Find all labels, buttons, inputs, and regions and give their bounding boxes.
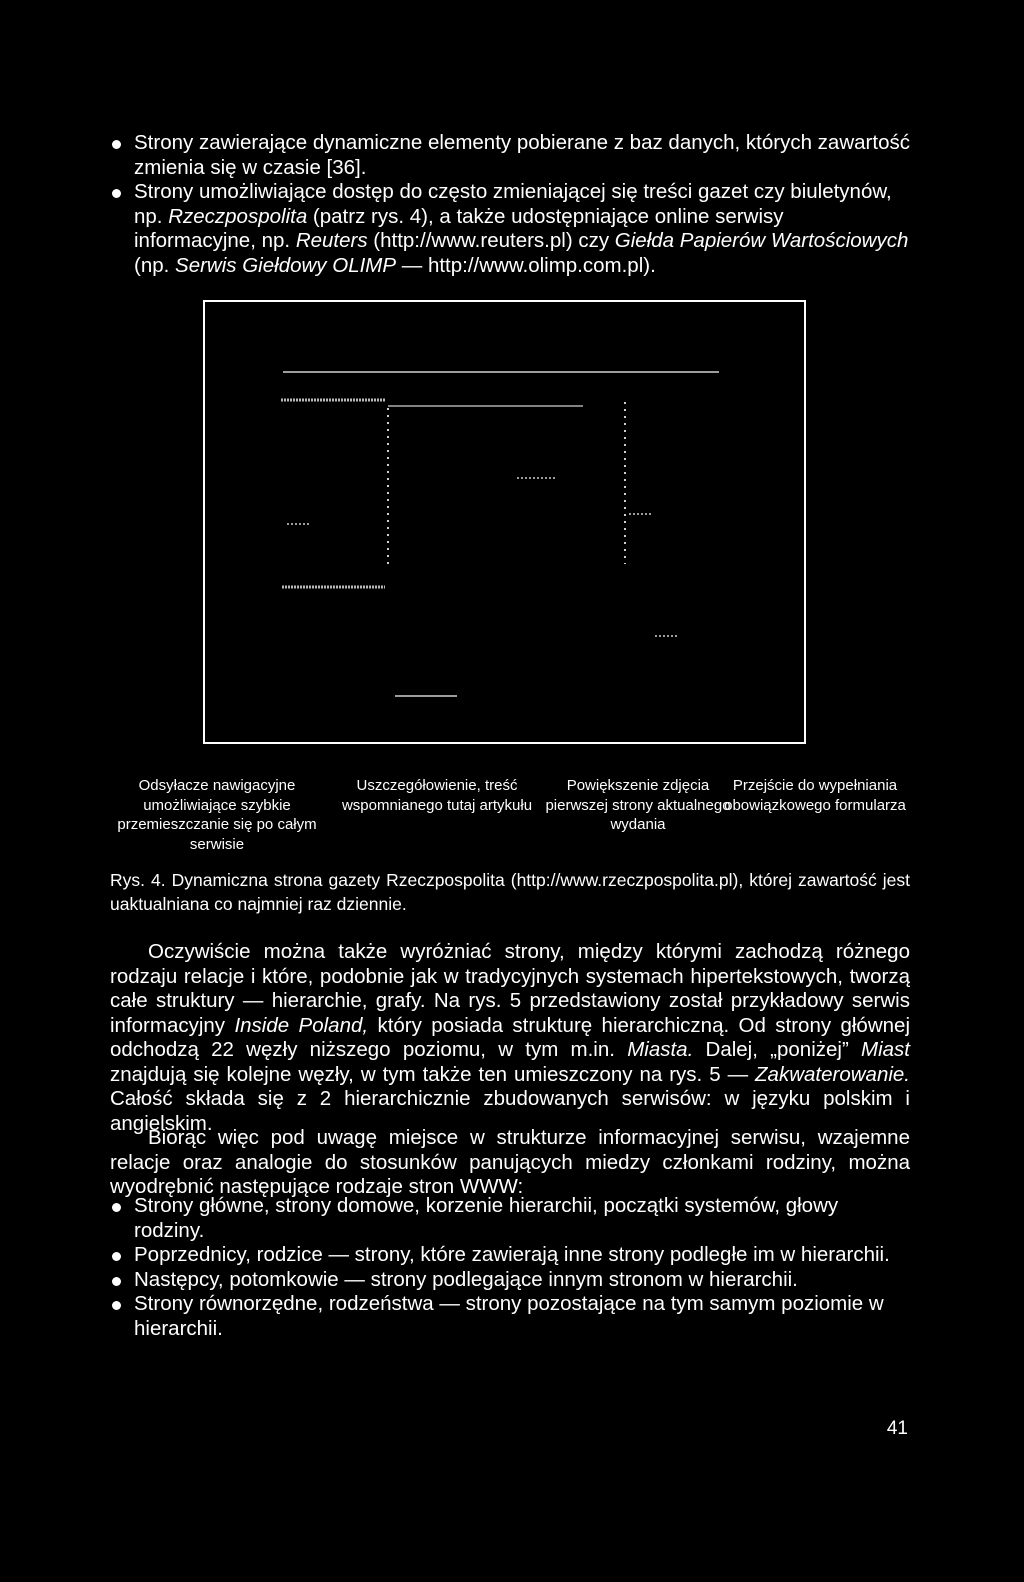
list-item: [110, 1292, 910, 1341]
list-item: [110, 1268, 910, 1293]
figure-callout-label: Powiększenie zdjęcia pierwszej strony aktualnego wydania: [545, 777, 731, 833]
text-run: znajdują się kolejne węzły, w tym także ten umieszczony na rys. 5 —: [110, 1062, 756, 1086]
text-run: który posiada strukturę hierarchiczną. Od strony głównej odchodzą 22 węzły niższego poziomu, w tym m.in.: [110, 1013, 910, 1061]
figure-callout-label: Przejście do wypełniania obowiązkowego formularza: [724, 777, 906, 814]
list-item: [110, 1243, 910, 1268]
paragraph-text: Biorąc więc pod uwagę miejsce w strukturze informacyjnej serwisu, wzajemne relacje oraz analogie do stosunków panujących miedzy członkami rodziny, można wyodrębnić następujące rodzaje stron WWW:: [110, 1126, 910, 1198]
bullet-icon: [112, 1203, 121, 1212]
paragraph-indent: [110, 1126, 148, 1149]
bullet-icon: [112, 140, 121, 149]
italic-text-run: Rzeczpospolita: [168, 204, 308, 228]
text-run: Strony umożliwiające dostęp do często zmieniającej się treści gazet czy biuletynów, np.: [134, 180, 892, 228]
list-item-text: Poprzednicy, rodzice — strony, które zawierają inne strony podległe im w hierarchii.: [134, 1243, 890, 1266]
text-run: (np.: [134, 253, 176, 277]
bullet-icon: [112, 189, 121, 198]
list-item: [110, 180, 910, 278]
paragraph-indent: [110, 940, 148, 963]
figure-callout-label: Uszczegółowienie, treść wspomnianego tutaj artykułu: [341, 777, 533, 814]
text-run: Oczywiście można także wyróżniać strony, między którymi zachodzą różnego rodzaju relacje i które, podobnie jak w tradycyjnych systemach hipertekstowych, tworzą całe struktury — hierarchie, grafy. Na rys. 5 przedstawiony został przykładowy serwis informacyjny: [110, 940, 910, 1037]
list-item-text: Strony równorzędne, rodzeństwa — strony pozostające na tym samym poziomie w hierarchii.: [134, 1292, 884, 1340]
bullet-icon: [112, 1252, 121, 1261]
body-paragraph: [110, 940, 910, 1136]
italic-text-run: Reuters: [295, 229, 368, 252]
list-item: [110, 131, 910, 180]
paragraph-text: [110, 940, 910, 1135]
list-item: [110, 1194, 910, 1243]
page-number: 41: [886, 1418, 908, 1439]
italic-text-run: Giełda Papierów Wartościowych: [614, 229, 909, 252]
text-run: Strony zawierające dynamiczne elementy pobierane z baz danych, których zawartość zmienia się w czasie [36].: [134, 131, 910, 179]
text-run: Całość składa się z 2 hierarchicznie zbudowanych serwisów: w języku polskim i angielskim.: [110, 1087, 910, 1135]
italic-text-run: Serwis Giełdowy OLIMP: [175, 253, 397, 277]
figure-screenshot: [203, 300, 806, 744]
italic-text-run: Inside Poland,: [234, 1013, 369, 1037]
body-paragraph: [110, 1126, 910, 1200]
figure-callout-label: Odsyłacze nawigacyjne umożliwiające szybkie przemieszczanie się po całym serwisie: [117, 777, 317, 853]
italic-text-run: Miast: [861, 1038, 910, 1061]
bottom-bullet-list: [110, 1194, 910, 1341]
bullet-icon: [112, 1301, 121, 1310]
text-run: (patrz rys. 4), a także udostępniające online serwisy informacyjne, np.: [134, 204, 784, 252]
italic-text-run: Miasta.: [627, 1038, 694, 1061]
italic-text-run: Zakwaterowanie.: [755, 1062, 910, 1086]
figure-image: [205, 302, 804, 742]
text-run: — http://www.olimp.com.pl).: [396, 253, 656, 277]
bullet-icon: [112, 1277, 121, 1286]
list-item-text: Strony główne, strony domowe, korzenie hierarchii, początki systemów, głowy rodziny.: [134, 1194, 839, 1242]
figure-callouts: [117, 776, 910, 856]
top-bullet-list: [110, 131, 910, 278]
list-item-text: [134, 180, 908, 277]
text-run: (http://www.reuters.pl) czy: [367, 229, 615, 252]
figure-caption: Rys. 4. Dynamiczna strona gazety Rzeczpospolita (http://www.rzeczpospolita.pl), której zawartość jest uaktualniana co najmniej raz dziennie.: [110, 870, 910, 914]
list-item-text: Następcy, potomkowie — strony podlegające innym stronom w hierarchii.: [134, 1267, 798, 1291]
text-run: Dalej, „poniżej”: [693, 1038, 862, 1061]
list-item-text: [134, 131, 910, 179]
